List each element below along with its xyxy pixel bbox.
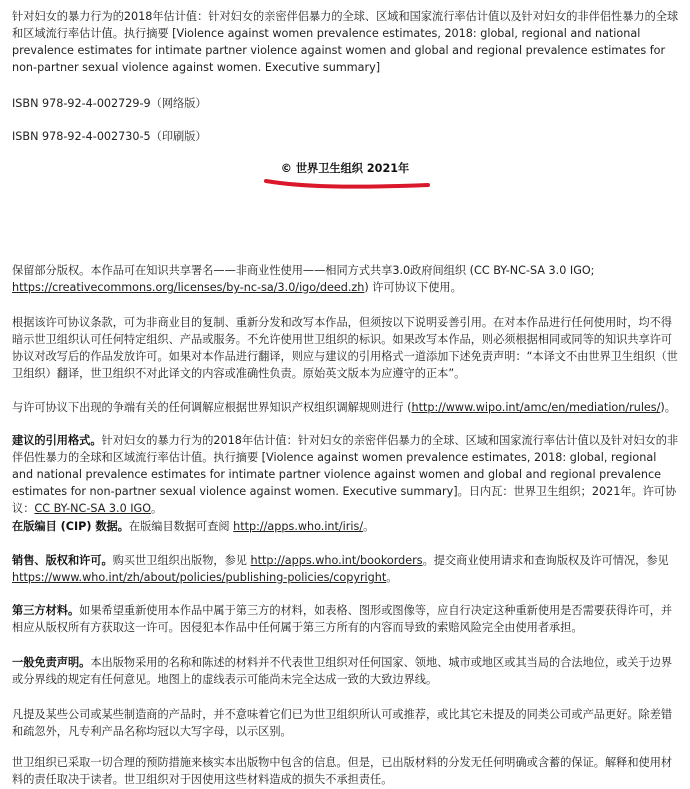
sales-mid: 。提交商业使用请求和查询版权及许可情况，参见	[422, 554, 669, 567]
terms-paragraph: 根据该许可协议条款，可为非商业目的复制、重新分发和改写本作品，但须按以下说明妥善引用。在对本作品进行任何使用时，均不得暗示世卫组织认可任何特定组织、产品或服务。不允许使用世卫组织的标识。如果改写本作品，则必须根据相同或同等的知识共享许可协议对改写后的作品发放许可。如果对本作品进行翻译，则应与建议的引用格式一道添加下述免责声明：“本译文不由世界卫生组织（世卫组织）翻译，世卫组织不对此译文的内容或准确性负责。原始英文版本为应遵守的正本”。	[12, 316, 678, 380]
products-paragraph: 凡提及某些公司或某些制造商的产品时，并不意味着它们已为世卫组织所认可或推荐，或比其它未提及的同类公司或产品更好。除差错和疏忽外，凡专利产品名称均冠以大写字母，以示区别。	[12, 708, 673, 738]
license-tail: ) 许可协议下使用。	[364, 281, 462, 294]
cip-link[interactable]: http://apps.who.int/iris/	[233, 520, 364, 533]
mediation-text: 与许可协议下出现的争端有关的任何调解应根据世界知识产权组织调解规则进行 (	[12, 401, 412, 414]
bookorders-link[interactable]: http://apps.who.int/bookorders	[250, 554, 423, 567]
third-party-paragraph	[12, 602, 680, 636]
citation-license-link[interactable]: CC BY-NC-SA 3.0 IGO	[34, 502, 152, 515]
cip-text: 在版编目数据可查阅	[128, 520, 234, 533]
citation-paragraph	[12, 432, 680, 517]
cip-label: 在版编目 (CIP) 数据。	[12, 520, 129, 533]
mediation-paragraph	[12, 399, 680, 416]
sales-text: 购买世卫组织出版物，参见	[112, 554, 251, 567]
title-block	[12, 8, 680, 76]
sales-tail: 。	[386, 571, 398, 584]
disclaimer-text: 本出版物采用的名称和陈述的材料并不代表世卫组织对任何国家、领地、城市或地区或其当局的合法地位，或关于边界或分界线的规定有任何意见。地图上的虚线表示可能尚未完全达成一致的大致边界线。	[12, 656, 673, 686]
handwritten-underline	[262, 175, 432, 191]
sales-paragraph	[12, 552, 680, 586]
title-text: 针对妇女的暴力行为的2018年估计值：针对妇女的亲密伴侣暴力的全球、区域和国家流行率估计值以及针对妇女的非伴侣性暴力的全球和区域流行率估计值。执行摘要 [Violence against women prevalence estimates, 2018: global, regional and national prevalence estimates for intimate partner violence against women and global and regional prevalence estimates for non-partner sexual violence against women. Executive summary]	[12, 10, 679, 74]
liability-paragraph: 世卫组织已采取一切合理的预防措施来核实本出版物中包含的信息。但是，已出版材料的分发无任何明确或含蓄的保证。解释和使用材料的责任取决于读者。世卫组织对于因使用这些材料造成的损失不承担责任。	[12, 756, 673, 786]
copyright-notice: © 世界卫生组织 2021年	[280, 162, 410, 175]
disclaimer-label: 一般免责声明。	[12, 656, 91, 669]
third-party-text: 如果希望重新使用本作品中属于第三方的材料，如表格、图形或图像等，应自行决定这种重新使用是否需要获得许可，并相应从版权所有方获取这一许可。因侵犯本作品中任何属于第三方所有的内容而导致的索赔风险完全由使用者承担。	[12, 604, 673, 634]
citation-label: 建议的引用格式。	[12, 434, 102, 447]
cip-paragraph	[12, 518, 680, 535]
citation-text: 针对妇女的暴力行为的2018年估计值：针对妇女的亲密伴侣暴力的全球、区域和国家流行率估计值以及针对妇女的非伴侣性暴力的全球和区域流行率估计值。执行摘要 [Violence against women prevalence estimates, 2018: global, regional and national prevalence estimates for intimate partner violence against women and global and regional prevalence estimates for non-partner sexual violence against women. Executive summary]。日内瓦：世界卫生组织；2021年。许可协议：	[12, 434, 679, 515]
isbn-print: ISBN 978-92-4-002730-5（印刷版）	[12, 130, 207, 143]
isbn-online: ISBN 978-92-4-002729-9（网络版）	[12, 97, 207, 110]
third-party-label: 第三方材料。	[12, 604, 80, 617]
mediation-link[interactable]: http://www.wipo.int/amc/en/mediation/rules/	[411, 401, 661, 414]
license-paragraph	[12, 262, 680, 296]
copyright-policy-link[interactable]: https://www.who.int/zh/about/policies/publishing-policies/copyright	[12, 571, 387, 584]
license-link[interactable]: https://creativecommons.org/licenses/by-nc-sa/3.0/igo/deed.zh	[12, 281, 365, 294]
sales-label: 销售、版权和许可。	[12, 554, 113, 567]
license-text: 保留部分版权。本作品可在知识共享署名——非商业性使用——相同方式共享3.0政府间组织 (CC BY-NC-SA 3.0 IGO;	[12, 264, 595, 277]
cip-tail: 。	[363, 520, 375, 533]
disclaimer-paragraph	[12, 654, 680, 688]
citation-tail: 。	[151, 502, 163, 515]
mediation-tail: )。	[660, 401, 676, 414]
